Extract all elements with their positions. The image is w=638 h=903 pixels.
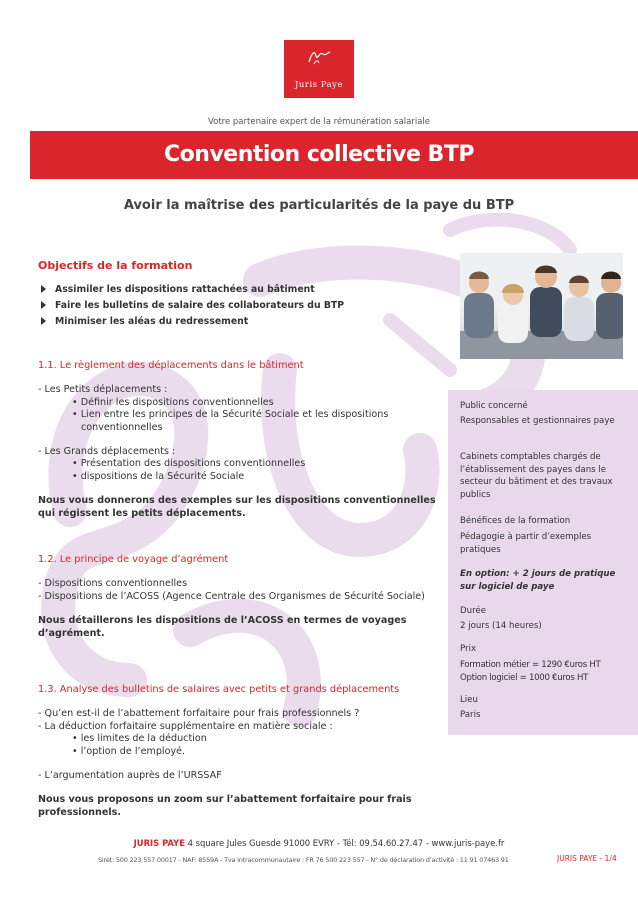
objectives-title: Objectifs de la formation xyxy=(38,259,193,272)
price-line: Formation métier = 1290 €uros HT xyxy=(460,660,601,670)
list-item: - Les Petits déplacements : xyxy=(38,384,168,396)
duration-text: 2 jours (14 heures) xyxy=(460,621,542,631)
list-item: • dispositions de la Sécurité Sociale xyxy=(72,470,245,482)
public-title: Public concerné xyxy=(460,401,528,411)
section-note: Nous vous proposons un zoom sur l’abattement forfaitaire pour frais professionnels. xyxy=(38,794,412,818)
list-item: - Dispositions de l’ACOSS (Agence Centrale des Organismes de Sécurité Sociale) xyxy=(38,590,425,602)
list-item: - Dispositions conventionnelles xyxy=(38,578,188,590)
list-item: • Définir les dispositions conventionnelles xyxy=(72,396,274,408)
page-title: Convention collective BTP xyxy=(164,142,474,167)
option-text: En option: + 2 jours de pratique sur logiciel de paye xyxy=(460,569,616,592)
triangle-bullet-icon xyxy=(41,285,46,293)
section-note: Nous détaillerons les dispositions de l’ACOSS en termes de voyages d’agrément. xyxy=(38,615,407,639)
section-title: 1.1. Le règlement des déplacements dans le bâtiment xyxy=(38,360,304,371)
section-title: 1.3. Analyse des bulletins de salaires avec petits et grands déplacements xyxy=(38,684,400,695)
footer-address: 4 square Jules Guesde 91000 EVRY - Tél: 09.54.60.27.47 - www.juris-paye.fr xyxy=(184,838,505,848)
info-sidebar xyxy=(448,390,638,735)
page-subtitle: Avoir la maîtrise des particularités de la paye du BTP xyxy=(123,198,515,213)
public-text: Responsables et gestionnaires paye xyxy=(460,416,615,426)
list-item: • l’option de l’employé. xyxy=(72,745,186,757)
training-photo xyxy=(460,253,623,359)
list-item: • Lien entre les principes de la Sécurité Sociale et les dispositions conventionnelles xyxy=(72,409,389,433)
list-item: - Qu’en est-il de l’abattement forfaitaire pour frais professionnels ? xyxy=(38,708,360,720)
logo-text: Juris Paye xyxy=(295,80,343,90)
place-text: Paris xyxy=(460,710,481,720)
page-number: JURIS PAYE - 1/4 xyxy=(557,854,617,863)
logo-signature-icon xyxy=(306,48,332,66)
objective-item: Faire les bulletins de salaire des collaborateurs du BTP xyxy=(38,298,344,314)
list-item: • Présentation des dispositions conventionnelles xyxy=(72,458,306,470)
section-note: Nous vous donnerons des exemples sur les dispositions conventionnelles qui régissent les petits déplacements. xyxy=(38,495,436,519)
section-3 xyxy=(38,684,438,819)
objective-item: Minimiser les aléas du redressement xyxy=(38,314,344,330)
people-photo-illustration xyxy=(460,253,623,359)
footer-legal: Siret: 500 223 557 00017 - NAF: 8559A - Tva intracommunautaire : FR 76 500 223 557 - N° de déclaration d’activité : 11 91 07463 91 xyxy=(98,856,509,864)
price-line: Option logiciel = 1000 €uros HT xyxy=(460,673,589,683)
footer-address-line xyxy=(0,838,638,848)
section-1 xyxy=(38,360,438,520)
public-text: Cabinets comptables chargés de l’établissement des payes dans le secteur du bâtiment et des travaux publics xyxy=(460,452,613,500)
triangle-bullet-icon xyxy=(41,317,46,325)
objectives-list xyxy=(38,282,344,330)
objective-item: Assimiler les dispositions rattachées au bâtiment xyxy=(38,282,344,298)
benefits-title: Bénéfices de la formation xyxy=(460,516,571,526)
tagline: Votre partenaire expert de la rémunération salariale xyxy=(207,117,431,127)
price-title: Prix xyxy=(460,644,477,654)
section-title: 1.2. Le principe de voyage d’agrément xyxy=(38,554,229,565)
benefits-text: Pédagogie à partir d’exemples pratiques xyxy=(460,532,592,555)
list-item: - Les Grands déplacements : xyxy=(38,446,176,458)
juris-paye-logo xyxy=(284,40,354,98)
duration-title: Durée xyxy=(460,606,486,616)
section-2 xyxy=(38,554,438,640)
list-item: • les limites de la déduction xyxy=(72,733,207,745)
list-item: - La déduction forfaitaire supplémentaire en matière sociale : xyxy=(38,720,333,732)
list-item: - L’argumentation auprès de l’URSSAF xyxy=(38,770,222,782)
title-banner xyxy=(30,131,638,179)
triangle-bullet-icon xyxy=(41,301,46,309)
footer-brand: JURIS PAYE xyxy=(133,838,185,848)
place-title: Lieu xyxy=(460,695,478,705)
